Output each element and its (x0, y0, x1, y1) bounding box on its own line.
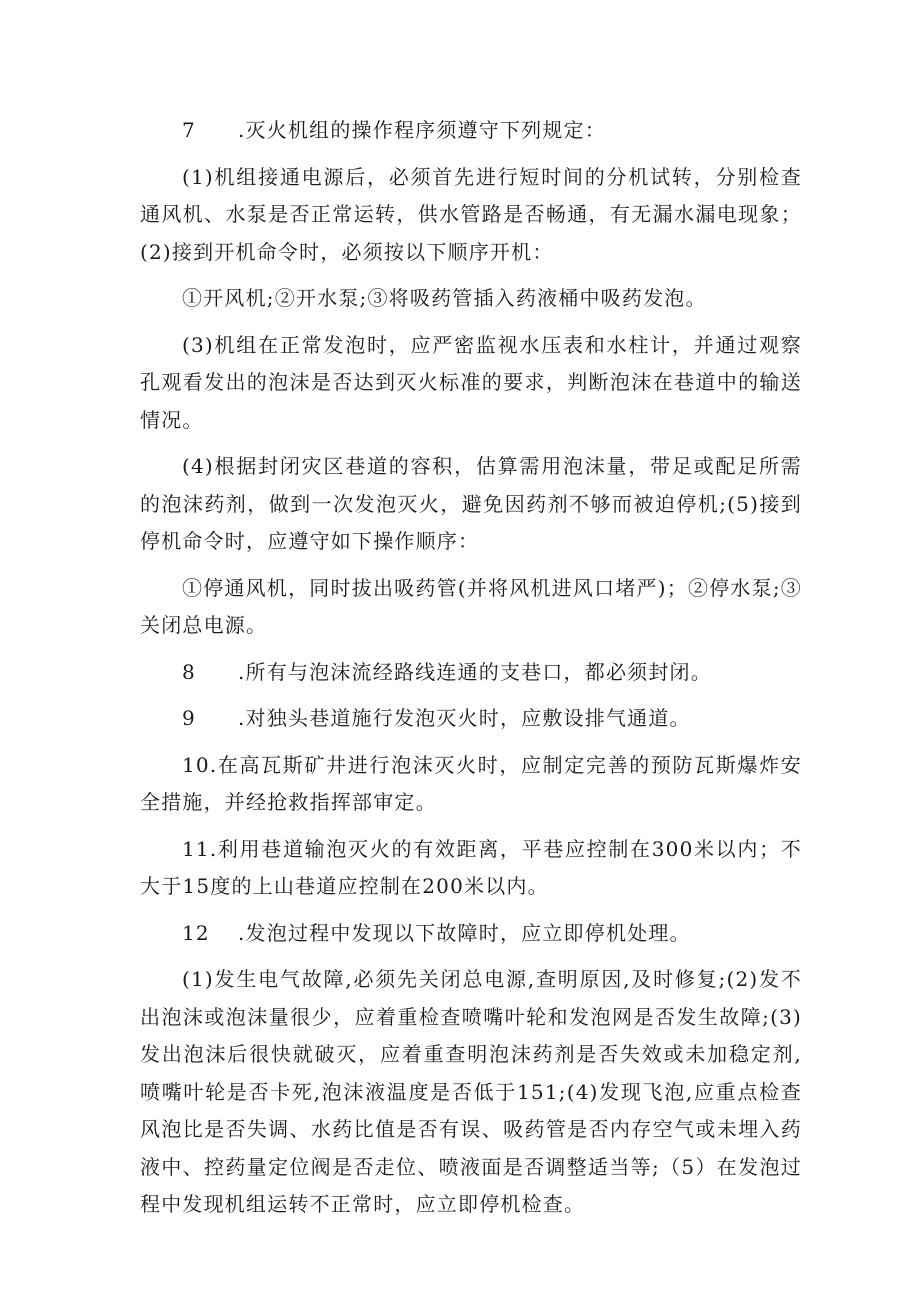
item-7 (140, 112, 802, 150)
paragraph-item-10: 10.在高瓦斯矿井进行泡沫灭火时，应制定完善的预防瓦斯爆炸安全措施，并经抢救指挥部审定。 (140, 752, 802, 814)
item-8 (140, 654, 802, 692)
item-12 (140, 915, 802, 953)
item-9-text: .对独头巷道施行发泡灭火时，应敷设排气通道。 (238, 706, 691, 730)
item-8-text: .所有与泡沫流经路线连通的支巷口，都必须封闭。 (238, 659, 712, 684)
item-9 (140, 700, 802, 738)
paragraph-monitoring: (3)机组在正常发泡时，应严密监视水压表和水柱计，并通过观察孔观看发出的泡沫是否达到灭火标准的要求，判断泡沫在巷道中的输送情况。 (140, 332, 802, 432)
paragraph-startup-check: (1)机组接通电源后，必须首先进行短时间的分机试转，分别检查通风机、水泵是否正常运转，供水管路是否畅通，有无漏水漏电现象；(2)接到开机命令时，必须按以下顺序开机： (140, 164, 802, 264)
paragraph-shutdown-order: ①停通风机，同时拔出吸药管(并将风机进风口堵严)；②停水泵;③关闭总电源。 (140, 575, 802, 637)
item-12-number: 12 (182, 920, 210, 945)
item-7-text: .灭火机组的操作程序须遵守下列规定： (238, 118, 606, 142)
item-12-text: .发泡过程中发现以下故障时，应立即停机处理。 (238, 920, 691, 945)
paragraph-startup-order: ①开风机;②开水泵;③将吸药管插入药液桶中吸药发泡。 (182, 286, 707, 310)
paragraph-fault-handling: (1)发生电气故障,必须先关闭总电源,查明原因,及时修复;(2)发不出泡沫或泡沫量很少，应着重检查喷嘴叶轮和发泡网是否发生故障;(3)发出泡沫后很快就破灭，应着重查明泡沫药剂是否失效或未加稳定剂,喷嘴叶轮是否卡死,泡沫液温度是否低于151;(4)发现飞泡,应重点检查风泡比是否失调、水药比值是否有误、吸药管是否内存空气或未埋入药液中、控药量定位阀是否走位、喷液面是否调整适当等;（5）在发泡过程中发现机组运转不正常时，应立即停机检查。 (140, 967, 802, 1216)
item-8-number: 8 (182, 659, 196, 684)
item-7-number: 7 (182, 118, 196, 142)
item-9-number: 9 (182, 706, 196, 730)
paragraph-foam-amount: (4)根据封闭灾区巷道的容积，估算需用泡沫量，带足或配足所需的泡沫药剂，做到一次发泡灭火，避免因药剂不够而被迫停机;(5)接到停机命令时，应遵守如下操作顺序： (140, 454, 802, 553)
paragraph-item-11: 11.利用巷道输泡灭火的有效距离，平巷应控制在300米以内；不大于15度的上山巷道应控制在200米以内。 (140, 836, 802, 898)
